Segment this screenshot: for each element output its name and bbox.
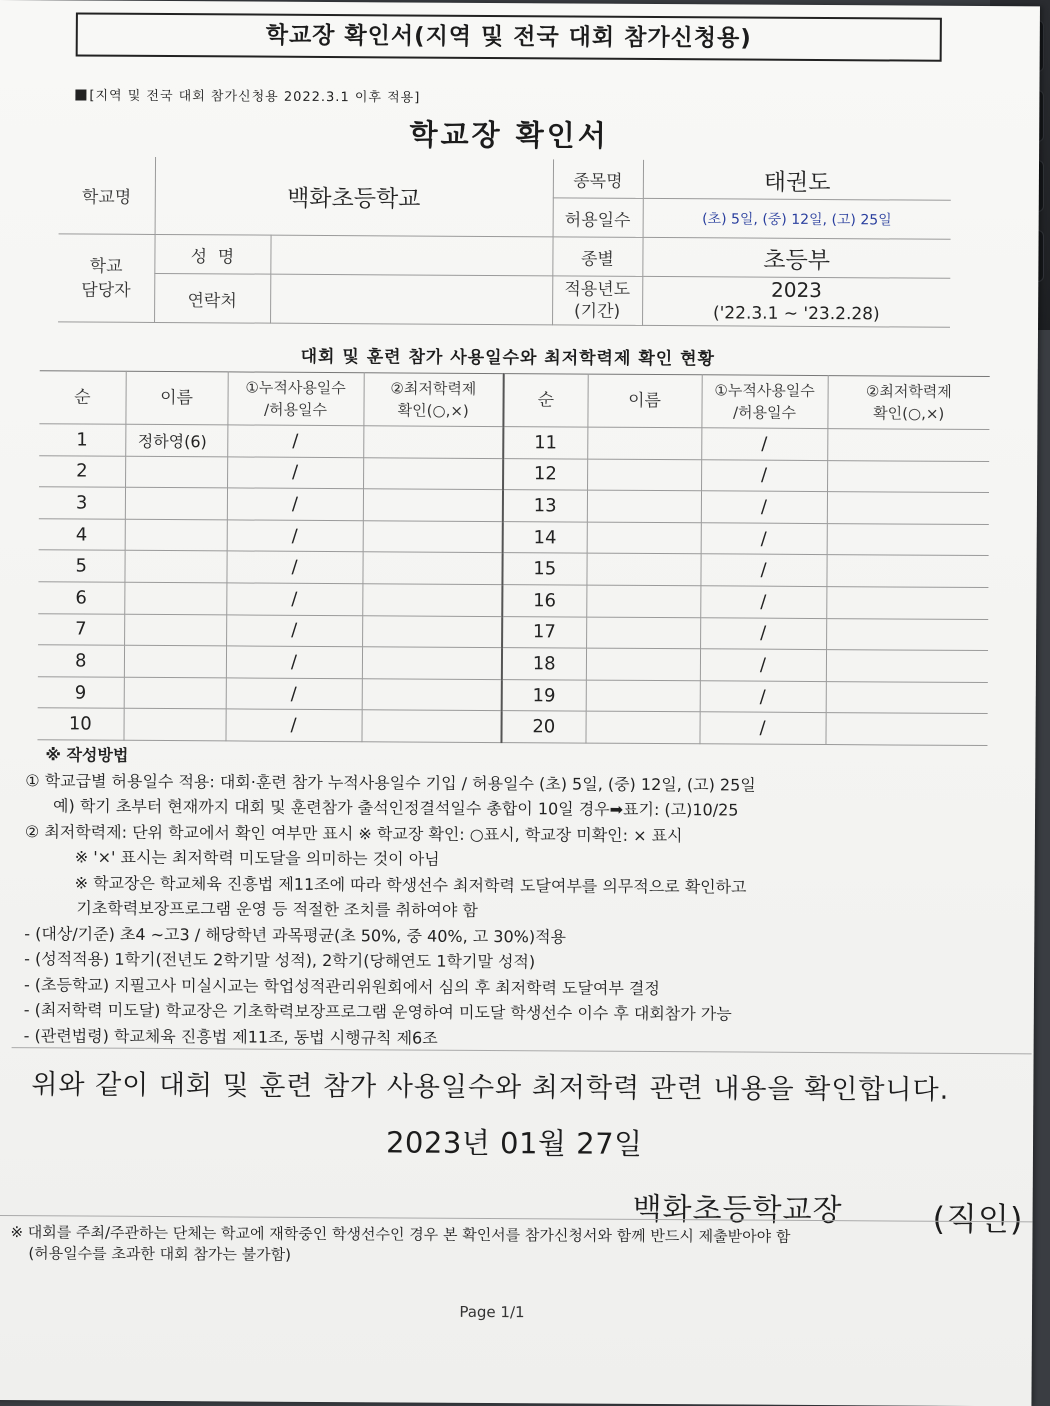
min-grade-check-cell	[826, 650, 988, 683]
header-no: 순	[503, 374, 587, 428]
header-no: 순	[39, 371, 125, 425]
instruction-line: ① 학교급별 허용일수 적용: 대회·훈련 참가 누적사용일수 기입 / 허용일수 (초) 5일, (중) 12일, (고) 25일	[25, 770, 756, 795]
footer-note-line: (허용일수를 초과한 대회 참가는 불가함)	[28, 1244, 292, 1264]
instructions	[24, 742, 1006, 1054]
sport-label: 종목명	[553, 159, 643, 198]
row-number-cell: 13	[503, 490, 587, 522]
days-used-cell: /	[227, 488, 363, 520]
days-used-cell: /	[225, 709, 361, 741]
days-used-cell: /	[701, 428, 827, 460]
row-number-cell: 15	[502, 553, 586, 585]
days-used-cell: /	[226, 551, 362, 583]
header-days: ①누적사용일수 /허용일수	[227, 372, 363, 426]
min-grade-check-cell	[826, 618, 988, 651]
days-used-cell: /	[699, 712, 825, 744]
student-name-cell	[586, 680, 700, 712]
student-name-cell	[124, 614, 226, 646]
header-days: ①누적사용일수 /허용일수	[701, 375, 827, 429]
days-used-cell: /	[700, 617, 826, 649]
student-name-cell	[587, 459, 701, 491]
status-table	[37, 370, 989, 746]
student-name-cell	[125, 456, 227, 488]
days-used-cell: /	[701, 523, 827, 555]
instruction-line: - (대상/기준) 초4 ~고3 / 해당학년 과목평균(초 50%, 중 40%, 고 30%)적용	[24, 923, 567, 946]
days-used-cell: /	[227, 425, 363, 457]
document-title: 학교장 확인서	[409, 117, 609, 153]
row-number-cell: 12	[503, 458, 587, 490]
instruction-line: ② 최저학력제: 단위 학교에서 확인 여부만 표시 ※ 학교장 확인: ○표시, 학교장 미확인: × 표시	[24, 821, 683, 845]
min-grade-check-cell	[363, 521, 503, 553]
school-name-label: 학교명	[59, 156, 155, 234]
square-bullet-icon	[75, 89, 86, 100]
status-table-body	[37, 424, 989, 746]
student-name-cell	[587, 490, 701, 522]
student-name-cell	[125, 519, 227, 551]
days-used-cell: /	[227, 520, 363, 552]
instruction-line: - (성적적용) 1학기(전년도 2학기말 성적), 2학기(당해연도 1학기말 성적)	[24, 949, 536, 972]
header-check: ②최저학력제 확인(○,×)	[363, 373, 503, 427]
table-row	[37, 708, 987, 745]
instruction-line: 예) 학기 초부터 현재까지 대회 및 훈련참가 출석인정결석일수 총합이 10일 경우➡표기: (고)10/25	[53, 796, 739, 820]
header-check: ②최저학력제 확인(○,×)	[827, 376, 989, 430]
days-used-cell: /	[700, 649, 826, 681]
row-number-cell: 4	[39, 519, 125, 551]
row-number-cell: 18	[502, 648, 586, 680]
instruction-line: - (초등학교) 지필고사 미실시교는 학업성적관리위원회에서 심의 후 최저학력 도달여부 결정	[23, 974, 660, 998]
row-number-cell: 6	[38, 582, 124, 614]
instruction-line: ※ '×' 표시는 최저학력 미도달을 의미하는 것이 아님	[74, 847, 440, 869]
days-used-cell: /	[700, 586, 826, 618]
student-name-cell	[124, 677, 226, 709]
student-name-cell	[124, 582, 226, 614]
days-used-cell: /	[226, 583, 362, 615]
header-name: 이름	[587, 374, 701, 428]
official-seal: (직인)	[932, 1199, 1024, 1239]
instruction-line: - (관련법령) 학교체육 진흥법 제11조, 동법 시행규칙 제6조	[23, 1025, 438, 1048]
row-number-cell: 17	[502, 616, 586, 648]
min-grade-check-cell	[362, 647, 502, 679]
manager-contact-value	[270, 274, 552, 325]
min-grade-check-cell	[363, 489, 503, 521]
instruction-line: ※ 학교장은 학교체육 진흥법 제11조에 따라 학생선수 최저학력 도달여부를 의무적으로 확인하고	[74, 872, 747, 897]
min-grade-check-cell	[827, 523, 989, 556]
header-title-box: 학교장 확인서(지역 및 전국 대회 참가신청용)	[76, 12, 942, 61]
year-period: ('22.3.1 ~ '23.2.28)	[712, 303, 880, 325]
division-label: 종별	[552, 237, 642, 277]
student-name-cell	[123, 709, 225, 741]
footer-note	[10, 1222, 790, 1269]
allowed-days-label: 허용일수	[553, 198, 643, 238]
manager-name-value	[270, 235, 552, 276]
year-value: 2023	[770, 277, 823, 303]
days-used-cell: /	[226, 646, 362, 678]
min-grade-check-cell	[826, 681, 988, 714]
days-used-cell: /	[701, 491, 827, 523]
student-name-cell: 정하영(6)	[125, 424, 227, 456]
row-number-cell: 2	[39, 455, 125, 487]
instructions-heading: ※ 작성방법	[45, 745, 129, 765]
student-name-cell	[586, 553, 700, 585]
min-grade-check-cell	[362, 584, 502, 616]
principal-name: 백화초등학교장	[632, 1191, 843, 1229]
min-grade-check-cell	[826, 555, 988, 588]
min-grade-check-cell	[361, 710, 501, 742]
header-name: 이름	[125, 371, 227, 425]
student-name-cell	[124, 551, 226, 583]
student-name-cell	[124, 645, 226, 677]
days-used-cell: /	[700, 681, 826, 713]
days-used-cell: /	[226, 678, 362, 710]
student-name-cell	[587, 522, 701, 554]
student-name-cell	[586, 648, 700, 680]
page-number: Page 1/1	[459, 1302, 525, 1322]
school-info-table	[58, 156, 951, 327]
row-number-cell: 10	[37, 708, 123, 740]
row-number-cell: 19	[502, 679, 586, 711]
manager-label: 학교 담당자	[58, 234, 155, 323]
row-number-cell: 1	[39, 424, 125, 456]
division-value: 초등부	[642, 237, 950, 278]
row-number-cell: 16	[502, 585, 586, 617]
sport-value: 태권도	[643, 160, 951, 200]
student-name-cell	[587, 427, 701, 459]
footer-note-line: ※ 대회를 주최/주관하는 단체는 학교에 재학중인 학생선수인 경우 본 확인서를 참가신청서와 함께 반드시 제출받아야 함	[10, 1223, 791, 1246]
application-note-text: [지역 및 전국 대회 참가신청용 2022.3.1 이후 적용]	[89, 88, 421, 106]
student-name-cell	[585, 711, 699, 743]
min-grade-check-cell	[363, 457, 503, 489]
row-number-cell: 14	[503, 521, 587, 553]
application-note	[75, 84, 420, 105]
manager-contact-label: 연락처	[154, 273, 270, 323]
min-grade-check-cell	[362, 552, 502, 584]
row-number-cell: 8	[38, 645, 124, 677]
row-number-cell: 3	[39, 487, 125, 519]
min-grade-check-cell	[827, 429, 989, 462]
min-grade-check-cell	[827, 492, 989, 525]
row-number-cell: 5	[38, 550, 124, 582]
days-used-cell: /	[700, 554, 826, 586]
confirmation-statement: 위와 같이 대회 및 훈련 참가 사용일수와 최저학력 관련 내용을 확인합니다.	[31, 1069, 950, 1106]
min-grade-check-cell	[363, 426, 503, 458]
min-grade-check-cell	[362, 615, 502, 647]
allowed-days-value: (초) 5일, (중) 12일, (고) 25일	[643, 198, 951, 239]
manager-name-label: 성 명	[154, 234, 270, 274]
student-name-cell	[586, 585, 700, 617]
status-section-title: 대회 및 훈련 참가 사용일수와 최저학력제 확인 현황	[300, 346, 716, 370]
instruction-line: - (최저학력 미도달) 학교장은 기초학력보장프로그램 운영하여 미도달 학생선수 이수 후 대회참가 가능	[23, 1000, 732, 1024]
min-grade-check-cell	[827, 460, 989, 493]
school-name-value: 백화초등학교	[155, 157, 553, 237]
days-used-cell: /	[701, 459, 827, 491]
days-used-cell: /	[226, 614, 362, 646]
row-number-cell: 11	[503, 427, 587, 459]
year-cell	[642, 276, 950, 327]
student-name-cell	[125, 487, 227, 519]
year-label: 적용년도 (기간)	[552, 276, 642, 326]
row-number-cell: 9	[38, 676, 124, 708]
confirmation-date: 2023년 01월 27일	[385, 1125, 643, 1161]
row-number-cell: 20	[501, 711, 585, 743]
days-used-cell: /	[227, 456, 363, 488]
divider	[0, 1215, 1033, 1222]
row-number-cell: 7	[38, 613, 124, 645]
student-name-cell	[586, 617, 700, 649]
instruction-line: 기초학력보장프로그램 운영 등 적절한 조치를 취하여야 함	[76, 898, 478, 920]
min-grade-check-cell	[362, 678, 502, 710]
min-grade-check-cell	[826, 587, 988, 620]
min-grade-check-cell	[825, 713, 987, 746]
